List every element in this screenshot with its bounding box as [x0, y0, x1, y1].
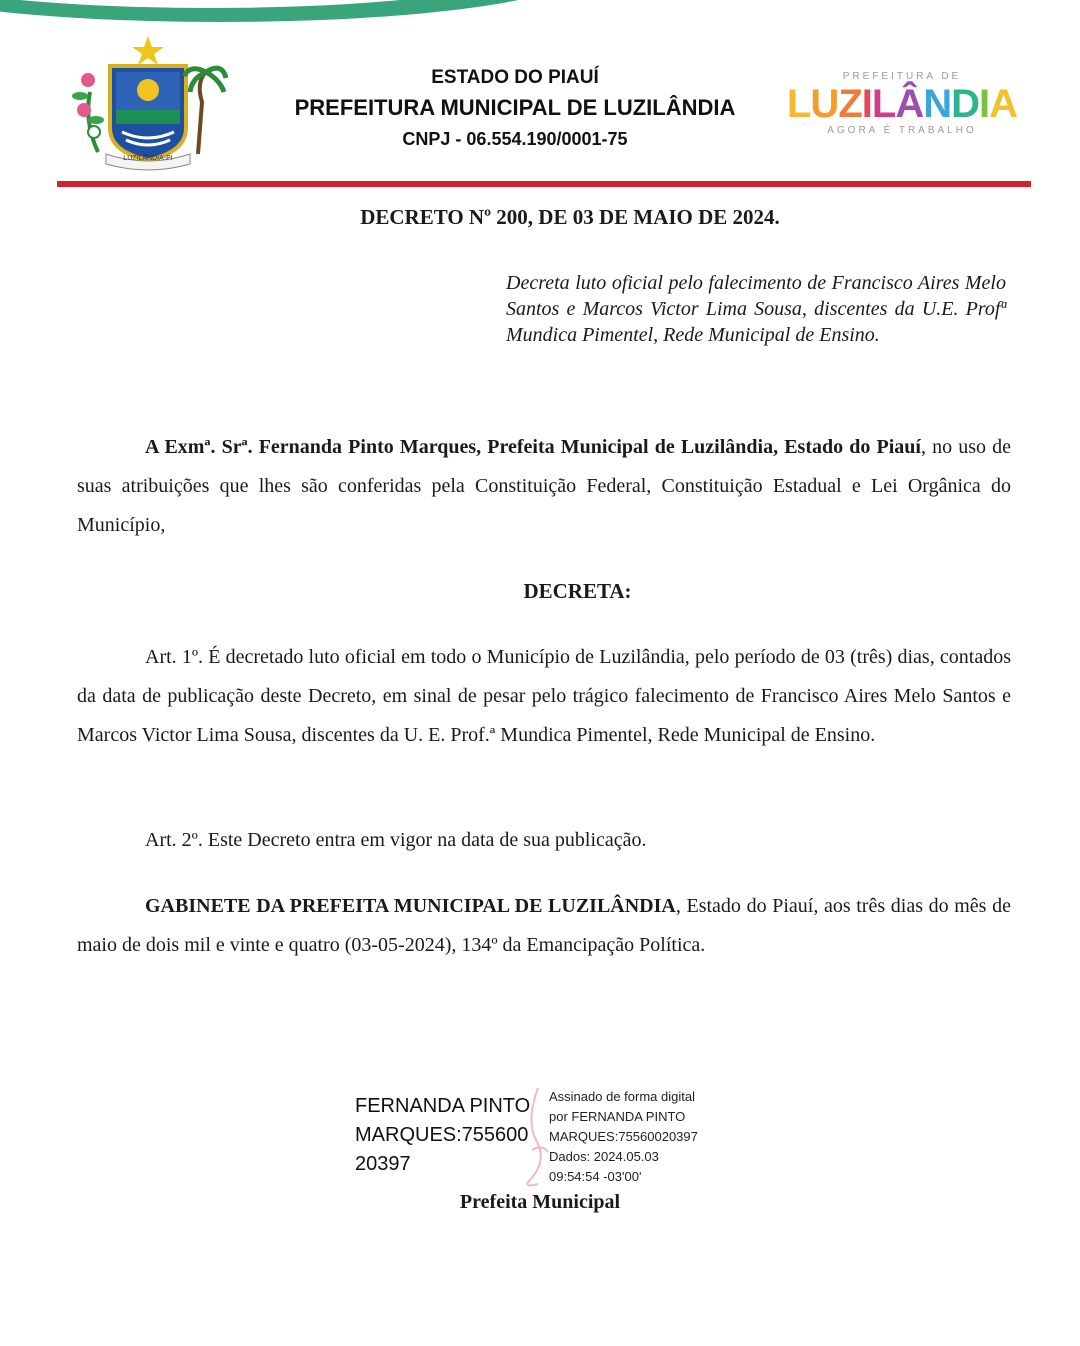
cnpj: CNPJ - 06.554.190/0001-75 [402, 129, 628, 149]
closing-bold: GABINETE DA PREFEITA MUNICIPAL DE LUZILÂNDIA [145, 895, 676, 917]
brand-logo-name [786, 84, 1018, 124]
brand-logo-letter: N [923, 82, 952, 126]
article-1: Art. 1º. É decretado luto oficial em todo o Município de Luzilândia, pelo período de 03 (três) dias, contados da data de publicação deste Decreto, em sinal de pesar pelo trágico falecimento de Francisco Aires Melo Santos e Marcos Victor Lima Sousa, discentes da U. E. Prof.ª Mundica Pimentel, Rede Municipal de Ensino. [77, 646, 1011, 746]
brand-logo-letter: Z [838, 82, 862, 126]
signer-name [355, 1092, 550, 1179]
brand-logo-letter: I [978, 82, 990, 126]
article-2: Art. 2º. Este Decreto entra em vigor na data de sua publicação. [145, 829, 647, 851]
closing-text: , Estado do Piauí, aos três dias do mês de maio de dois mil e vinte e quatro (03-05-2024), 134º da Emancipação Política. [77, 895, 1011, 956]
closing-paragraph [77, 887, 1011, 965]
decree-summary: Decreta luto oficial pelo falecimento de Francisco Aires Melo Santos e Marcos Victor Lima Sousa, discentes da U.E. Profª Mundica Pimentel, Rede Municipal de Ensino. [506, 272, 1006, 346]
preamble-paragraph [77, 428, 1011, 545]
brand-logo-letter: L [871, 82, 896, 126]
state-name: ESTADO DO PIAUÍ [431, 67, 599, 88]
signature-info-line: Assinado de forma digital [549, 1089, 695, 1104]
brand-logo [786, 70, 1018, 140]
prefecture-name: PREFEITURA MUNICIPAL DE LUZILÂNDIA [294, 95, 736, 120]
brand-logo-top: PREFEITURA DE [842, 71, 962, 82]
letterhead [0, 0, 1080, 200]
decree-title: DECRETO Nº 200, DE 03 DE MAIO DE 2024. [360, 205, 780, 229]
header-rule [57, 181, 1031, 187]
digital-signature-info [549, 1087, 749, 1187]
signature-info-line: Dados: 2024.05.03 [549, 1149, 659, 1164]
brand-logo-letter: U [810, 82, 839, 126]
preamble-bold: A Exmª. Srª. Fernanda Pinto Marques, Prefeita Municipal de Luzilândia, Estado do Piauí [145, 436, 921, 458]
signature-info-line: por FERNANDA PINTO [549, 1109, 686, 1124]
brand-logo-letter: Â [895, 82, 924, 126]
signer-name-line: FERNANDA PINTO [355, 1095, 531, 1117]
preamble-text: , no uso de suas atribuições que lhes são conferidas pela Constituição Federal, Constituição Estadual e Lei Orgânica do Município, [77, 436, 1011, 536]
brand-logo-letter: A [989, 82, 1017, 126]
brand-logo-letter: I [861, 82, 872, 126]
signer-name-line: MARQUES:755600 [355, 1124, 529, 1146]
signature-info-line: 09:54:54 -03'00' [549, 1169, 642, 1184]
brand-logo-letter: L [786, 82, 811, 126]
letterhead-text [250, 64, 780, 154]
signature-info-line: MARQUES:75560020397 [549, 1129, 698, 1144]
coat-banner-text: LUZILÂNDIA-PI [123, 155, 173, 162]
municipal-coat-of-arms-icon [66, 32, 230, 172]
brand-logo-letter: D [951, 82, 979, 126]
brand-logo-slogan: AGORA É TRABALHO [827, 125, 977, 136]
signer-name-line: 20397 [355, 1153, 411, 1175]
decreta-heading: DECRETA: [523, 579, 632, 603]
signer-role: Prefeita Municipal [459, 1191, 621, 1213]
